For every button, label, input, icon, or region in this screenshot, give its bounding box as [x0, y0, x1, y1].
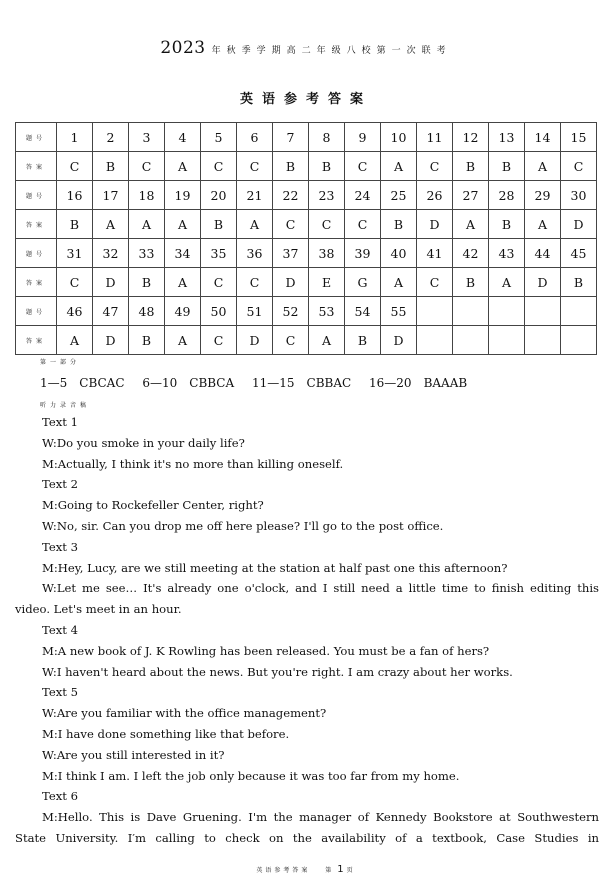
text-heading: Text 6: [42, 789, 78, 804]
question-row-label: 题号: [16, 181, 57, 210]
answer-row-label: 答案: [16, 326, 57, 355]
answer-cell: B: [489, 210, 525, 239]
question-number-cell: 6: [237, 123, 273, 152]
question-number-cell: 39: [345, 239, 381, 268]
question-number-cell: 29: [525, 181, 561, 210]
question-number-cell: 54: [345, 297, 381, 326]
answer-cell: D: [273, 268, 309, 297]
question-number-cell: [417, 297, 453, 326]
answer-cell: A: [129, 210, 165, 239]
answer-cell: B: [129, 326, 165, 355]
question-number-cell: 55: [381, 297, 417, 326]
dialogue-line: W:Let me see… It's already one o'clock, and I still need a little time to finish editing this: [42, 581, 599, 596]
answer-cell: D: [93, 268, 129, 297]
question-number-cell: 46: [57, 297, 93, 326]
answer-cell: G: [345, 268, 381, 297]
answer-cell: D: [561, 210, 597, 239]
dialogue-line: W:Are you familiar with the office management?: [42, 706, 327, 721]
question-number-cell: 7: [273, 123, 309, 152]
answer-cell: [525, 326, 561, 355]
answer-cell: C: [309, 210, 345, 239]
question-number-cell: 35: [201, 239, 237, 268]
question-number-cell: 14: [525, 123, 561, 152]
question-number-cell: 50: [201, 297, 237, 326]
answer-row-label: 答案: [16, 210, 57, 239]
question-number-cell: 12: [453, 123, 489, 152]
text-heading: Text 1: [42, 415, 78, 429]
question-row: [16, 297, 597, 326]
question-number-cell: 41: [417, 239, 453, 268]
dialogue-line: M:Hello. This is Dave Gruening. I'm the manager of Kennedy Bookstore at Southwestern: [42, 810, 599, 825]
answer-cell: C: [345, 152, 381, 181]
transcript-label: 听力录音稿: [40, 402, 91, 409]
dialogue-line: M:Actually, I think it's no more than killing oneself.: [42, 456, 344, 471]
answer-summary: [40, 374, 481, 391]
question-row-label: 题号: [16, 239, 57, 268]
answer-cell: B: [309, 152, 345, 181]
question-number-cell: 27: [453, 181, 489, 210]
answer-cell: A: [525, 152, 561, 181]
answer-cell: A: [453, 210, 489, 239]
answer-cell: C: [201, 152, 237, 181]
question-number-cell: 4: [165, 123, 201, 152]
question-number-cell: 15: [561, 123, 597, 152]
dialogue-line: M:I have done something like that before.: [42, 726, 290, 741]
answer-cell: A: [165, 210, 201, 239]
dialogue-line: M:Going to Rockefeller Center, right?: [42, 498, 264, 513]
question-number-cell: 51: [237, 297, 273, 326]
answer-cell: C: [417, 268, 453, 297]
question-number-cell: 34: [165, 239, 201, 268]
question-number-cell: [561, 297, 597, 326]
answer-cell: C: [237, 152, 273, 181]
question-number-cell: 30: [561, 181, 597, 210]
dialogue-line-continued: video. Let's meet in an hour.: [15, 602, 182, 617]
question-number-cell: 44: [525, 239, 561, 268]
summary-group: 1—5 CBCAC: [40, 376, 125, 390]
summary-group: 16—20 BAAAB: [369, 376, 468, 390]
summary-group: 11—15 CBBAC: [251, 376, 352, 390]
question-number-cell: 26: [417, 181, 453, 210]
question-number-cell: 40: [381, 239, 417, 268]
dialogue-line: W:No, sir. Can you drop me off here please? I'll go to the post office.: [42, 518, 444, 533]
answer-cell: A: [309, 326, 345, 355]
question-number-cell: 16: [57, 181, 93, 210]
question-number-cell: 21: [237, 181, 273, 210]
answer-cell: [453, 326, 489, 355]
answer-cell: B: [129, 268, 165, 297]
answer-cell: A: [57, 326, 93, 355]
question-number-cell: [525, 297, 561, 326]
answer-cell: B: [57, 210, 93, 239]
answer-cell: C: [57, 268, 93, 297]
dialogue-line: M:Hey, Lucy, are we still meeting at the station at half past one this afternoon?: [42, 560, 508, 575]
question-number-cell: 24: [345, 181, 381, 210]
question-number-cell: 38: [309, 239, 345, 268]
footer-page-prefix: 第: [325, 867, 335, 874]
answer-table: [15, 122, 597, 355]
answer-cell: C: [345, 210, 381, 239]
answer-cell: C: [273, 326, 309, 355]
question-number-cell: 18: [129, 181, 165, 210]
question-number-cell: 9: [345, 123, 381, 152]
dialogue-line-continued: State University. I′m calling to check on the availability of a textbook, Case Studies in: [15, 830, 599, 845]
section1-label: 第一部分: [40, 359, 81, 366]
answer-cell: B: [489, 152, 525, 181]
exam-title: 年秋季学期高二年级八校第一次联考: [211, 46, 452, 56]
answer-cell: B: [453, 268, 489, 297]
footer-page-suffix: 页: [346, 867, 356, 874]
answer-cell: A: [381, 268, 417, 297]
answer-cell: D: [381, 326, 417, 355]
answer-cell: B: [381, 210, 417, 239]
answer-row: [16, 210, 597, 239]
text-heading: Text 4: [42, 622, 78, 637]
answer-cell: B: [93, 152, 129, 181]
question-number-cell: 31: [57, 239, 93, 268]
question-number-cell: 42: [453, 239, 489, 268]
question-number-cell: 43: [489, 239, 525, 268]
answer-cell: D: [525, 268, 561, 297]
dialogue-line: W:Are you still interested in it?: [42, 747, 225, 762]
question-number-cell: 53: [309, 297, 345, 326]
question-row: [16, 123, 597, 152]
dialogue-line: W:I haven't heard about the news. But you're right. I am crazy about her works.: [42, 664, 513, 679]
answer-cell: C: [201, 326, 237, 355]
answer-cell: B: [561, 268, 597, 297]
answer-row: [16, 152, 597, 181]
exam-year: 2023: [160, 38, 206, 58]
question-number-cell: 1: [57, 123, 93, 152]
answer-cell: A: [489, 268, 525, 297]
question-number-cell: 37: [273, 239, 309, 268]
answer-cell: A: [165, 326, 201, 355]
answer-cell: B: [345, 326, 381, 355]
question-number-cell: 5: [201, 123, 237, 152]
footer-title: 英语参考答案: [256, 867, 311, 874]
answer-cell: [417, 326, 453, 355]
answer-cell: D: [93, 326, 129, 355]
question-number-cell: 52: [273, 297, 309, 326]
answer-cell: C: [237, 268, 273, 297]
question-number-cell: 8: [309, 123, 345, 152]
answer-cell: [561, 326, 597, 355]
transcript-body: [15, 412, 599, 849]
answer-cell: A: [165, 152, 201, 181]
answer-cell: E: [309, 268, 345, 297]
answer-cell: B: [201, 210, 237, 239]
question-number-cell: 33: [129, 239, 165, 268]
dialogue-line: W:Do you smoke in your daily life?: [42, 435, 245, 450]
answer-cell: B: [453, 152, 489, 181]
text-heading: Text 2: [42, 477, 78, 492]
answer-row: [16, 268, 597, 297]
question-row: [16, 181, 597, 210]
question-number-cell: 36: [237, 239, 273, 268]
answer-cell: C: [273, 210, 309, 239]
answer-row: [16, 326, 597, 355]
answer-cell: C: [561, 152, 597, 181]
answer-cell: A: [381, 152, 417, 181]
answer-cell: C: [201, 268, 237, 297]
answer-cell: A: [237, 210, 273, 239]
text-heading: Text 5: [42, 685, 78, 700]
question-number-cell: 28: [489, 181, 525, 210]
question-number-cell: 20: [201, 181, 237, 210]
question-number-cell: 17: [93, 181, 129, 210]
text-heading: Text 3: [42, 539, 78, 554]
answer-cell: B: [273, 152, 309, 181]
answer-key-heading: 英语参考答案: [239, 92, 372, 107]
dialogue-line: M:A new book of J. K Rowling has been released. You must be a fan of hers?: [42, 643, 490, 658]
page-footer: [0, 864, 612, 875]
question-number-cell: 19: [165, 181, 201, 210]
answer-cell: A: [93, 210, 129, 239]
summary-group: 6—10 CBBCA: [142, 376, 235, 390]
answer-cell: A: [165, 268, 201, 297]
question-number-cell: 2: [93, 123, 129, 152]
question-number-cell: 13: [489, 123, 525, 152]
question-row-label: 题号: [16, 297, 57, 326]
question-number-cell: 10: [381, 123, 417, 152]
question-number-cell: 45: [561, 239, 597, 268]
question-number-cell: 11: [417, 123, 453, 152]
question-number-cell: 47: [93, 297, 129, 326]
answer-cell: [489, 326, 525, 355]
question-number-cell: 23: [309, 181, 345, 210]
answer-cell: D: [237, 326, 273, 355]
question-number-cell: 49: [165, 297, 201, 326]
question-row: [16, 239, 597, 268]
answer-cell: C: [417, 152, 453, 181]
answer-cell: A: [525, 210, 561, 239]
answer-row-label: 答案: [16, 152, 57, 181]
question-row-label: 题号: [16, 123, 57, 152]
page-title: [0, 38, 612, 58]
answer-cell: D: [417, 210, 453, 239]
question-number-cell: 25: [381, 181, 417, 210]
page-number: 1: [337, 864, 344, 875]
question-number-cell: [489, 297, 525, 326]
question-number-cell: 22: [273, 181, 309, 210]
question-number-cell: 48: [129, 297, 165, 326]
question-number-cell: 3: [129, 123, 165, 152]
answer-cell: C: [57, 152, 93, 181]
question-number-cell: 32: [93, 239, 129, 268]
question-number-cell: [453, 297, 489, 326]
dialogue-line: M:I think I am. I left the job only because it was too far from my home.: [42, 768, 460, 783]
answer-cell: C: [129, 152, 165, 181]
answer-row-label: 答案: [16, 268, 57, 297]
